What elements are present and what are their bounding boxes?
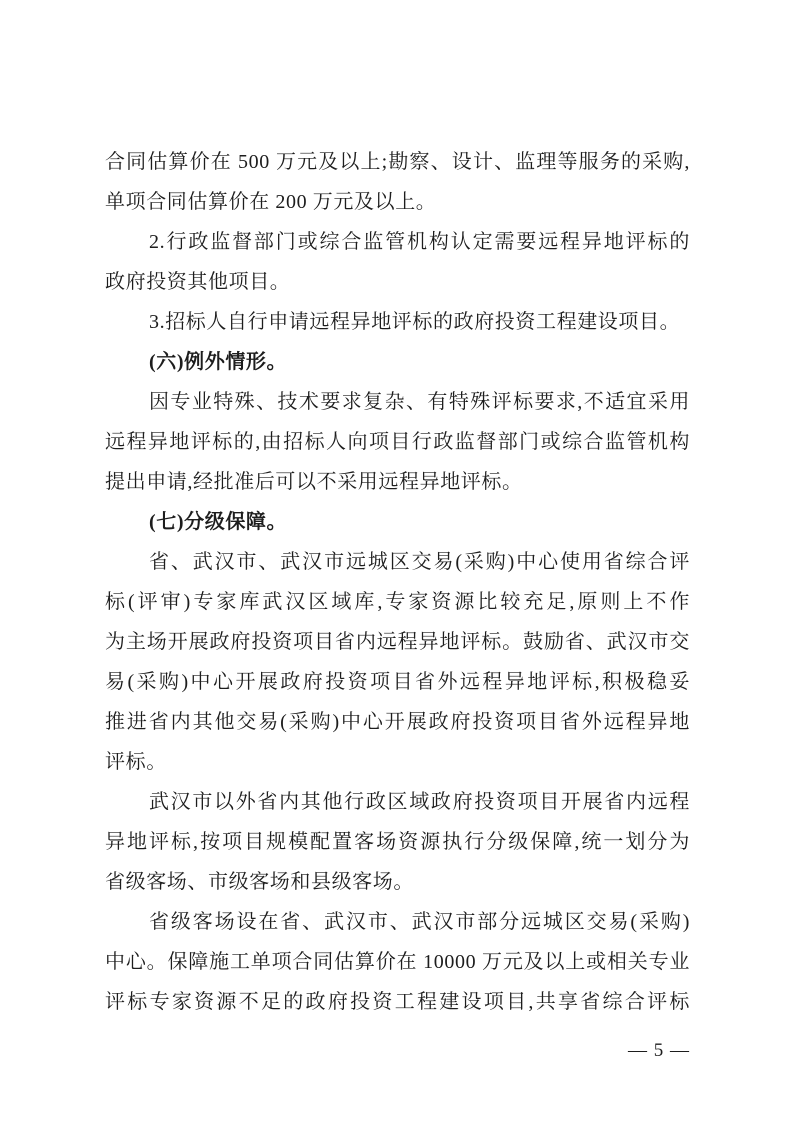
text-line: 政府投资其他项目。 (105, 271, 291, 293)
text-line: 合同估算价在 500 万元及以上;勘察、设计、监理等服务的采购, (105, 151, 690, 173)
text-line: 中心。保障施工单项合同估算价在 10000 万元及以上或相关专业 (105, 951, 690, 973)
text-line: 2.行政监督部门或综合监管机构认定需要远程异地评标的 (149, 231, 690, 253)
document-body (105, 142, 690, 1022)
text-line: (六)例外情形。 (149, 351, 288, 373)
text-line: 省、武汉市、武汉市远城区交易(采购)中心使用省综合评 (149, 551, 690, 573)
text-line: 推进省内其他交易(采购)中心开展政府投资项目省外远程异地 (105, 711, 690, 733)
text-line: 评标专家资源不足的政府投资工程建设项目,共享省综合评标 (105, 991, 690, 1013)
text-line: 异地评标,按项目规模配置客场资源执行分级保障,统一划分为 (105, 831, 690, 853)
text-line: 远程异地评标的,由招标人向项目行政监督部门或综合监管机构 (105, 431, 690, 453)
text-line: 标(评审)专家库武汉区域库,专家资源比较充足,原则上不作 (105, 591, 690, 613)
text-line: 易(采购)中心开展政府投资项目省外远程异地评标,积极稳妥 (105, 671, 690, 693)
page-number: — 5 — (628, 1040, 690, 1061)
text-line: 因专业特殊、技术要求复杂、有特殊评标要求,不适宜采用 (149, 391, 690, 413)
text-line: 3.招标人自行申请远程异地评标的政府投资工程建设项目。 (149, 311, 681, 333)
text-line: 武汉市以外省内其他行政区域政府投资项目开展省内远程 (149, 791, 690, 813)
text-line: 提出申请,经批准后可以不采用远程异地评标。 (105, 471, 523, 493)
text-line: 单项合同估算价在 200 万元及以上。 (105, 191, 437, 213)
text-line: (七)分级保障。 (149, 511, 288, 533)
text-line: 省级客场设在省、武汉市、武汉市部分远城区交易(采购) (149, 911, 690, 933)
text-line: 省级客场、市级客场和县级客场。 (105, 871, 414, 893)
text-line: 为主场开展政府投资项目省内远程异地评标。鼓励省、武汉市交 (105, 631, 690, 653)
text-line: 评标。 (105, 751, 167, 773)
